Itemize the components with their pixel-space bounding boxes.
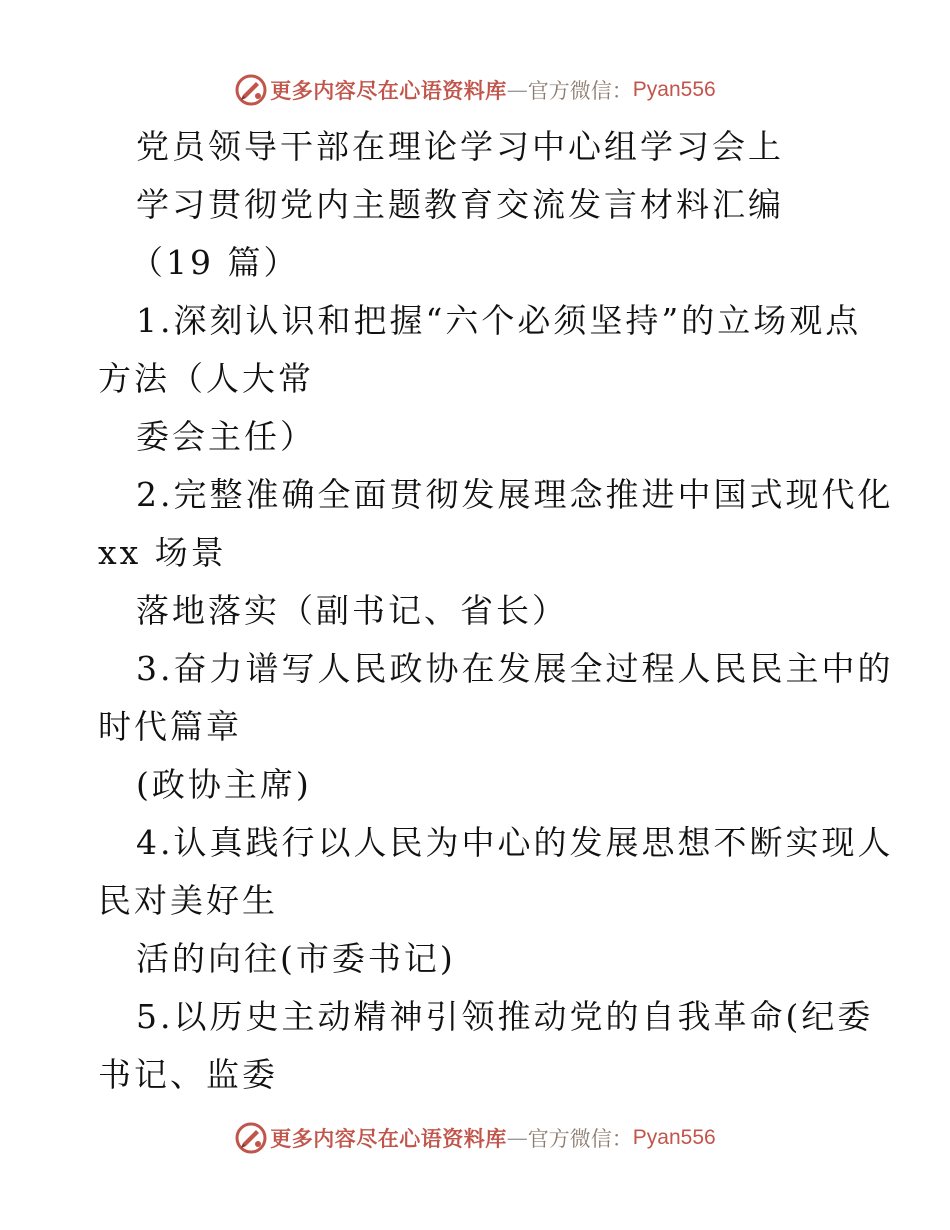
item-2-line-2: xx 场景 — [98, 533, 227, 572]
document-body — [98, 118, 894, 1104]
item-5-line-2: 书记、监委 — [98, 1055, 278, 1094]
item-4-line-2: 民对美好生 — [98, 881, 278, 920]
item-2-line-3: 落地落实（副书记、省长） — [136, 591, 568, 630]
item-3-line-1: 3.奋力谱写人民政协在发展全过程人民民主中的 — [136, 649, 894, 688]
item-1-line-1: 1.深刻认识和把握“六个必须坚持”的立场观点 — [136, 301, 862, 340]
item-5-line-1: 5.以历史主动精神引领推动党的自我革命(纪委 — [136, 997, 874, 1036]
doc-count: （19 篇） — [130, 243, 300, 282]
watermark-sub-text: 官方微信： — [527, 79, 633, 103]
watermark-handle: Pyan556 — [632, 78, 716, 101]
watermark-banner-top — [0, 70, 950, 110]
watermark-dash: — — [506, 78, 528, 102]
item-3-line-3: (政协主席) — [136, 765, 312, 804]
watermark-main-text: 更多内容尽在心语资料库 — [270, 78, 507, 103]
item-1-line-2: 方法（人大常 — [98, 359, 314, 398]
item-2-line-1: 2.完整准确全面贯彻发展理念推进中国式现代化 — [136, 475, 894, 514]
brand-logo-icon — [234, 1121, 268, 1155]
watermark-banner-bottom — [0, 1118, 950, 1158]
watermark-sub-text: 官方微信： — [527, 1127, 633, 1151]
watermark-dash: — — [506, 1126, 528, 1150]
doc-title-line-2: 学习贯彻党内主题教育交流发言材料汇编 — [136, 185, 784, 224]
doc-title-line-1: 党员领导干部在理论学习中心组学习会上 — [136, 127, 784, 166]
item-1-line-3: 委会主任） — [136, 417, 316, 456]
watermark-handle: Pyan556 — [632, 1126, 716, 1149]
item-3-line-2: 时代篇章 — [98, 707, 242, 746]
watermark-main-text: 更多内容尽在心语资料库 — [270, 1126, 507, 1151]
item-4-line-1: 4.认真践行以人民为中心的发展思想不断实现人 — [136, 823, 894, 862]
item-4-line-3: 活的向往(市委书记) — [136, 939, 456, 978]
brand-logo-icon — [234, 73, 268, 107]
